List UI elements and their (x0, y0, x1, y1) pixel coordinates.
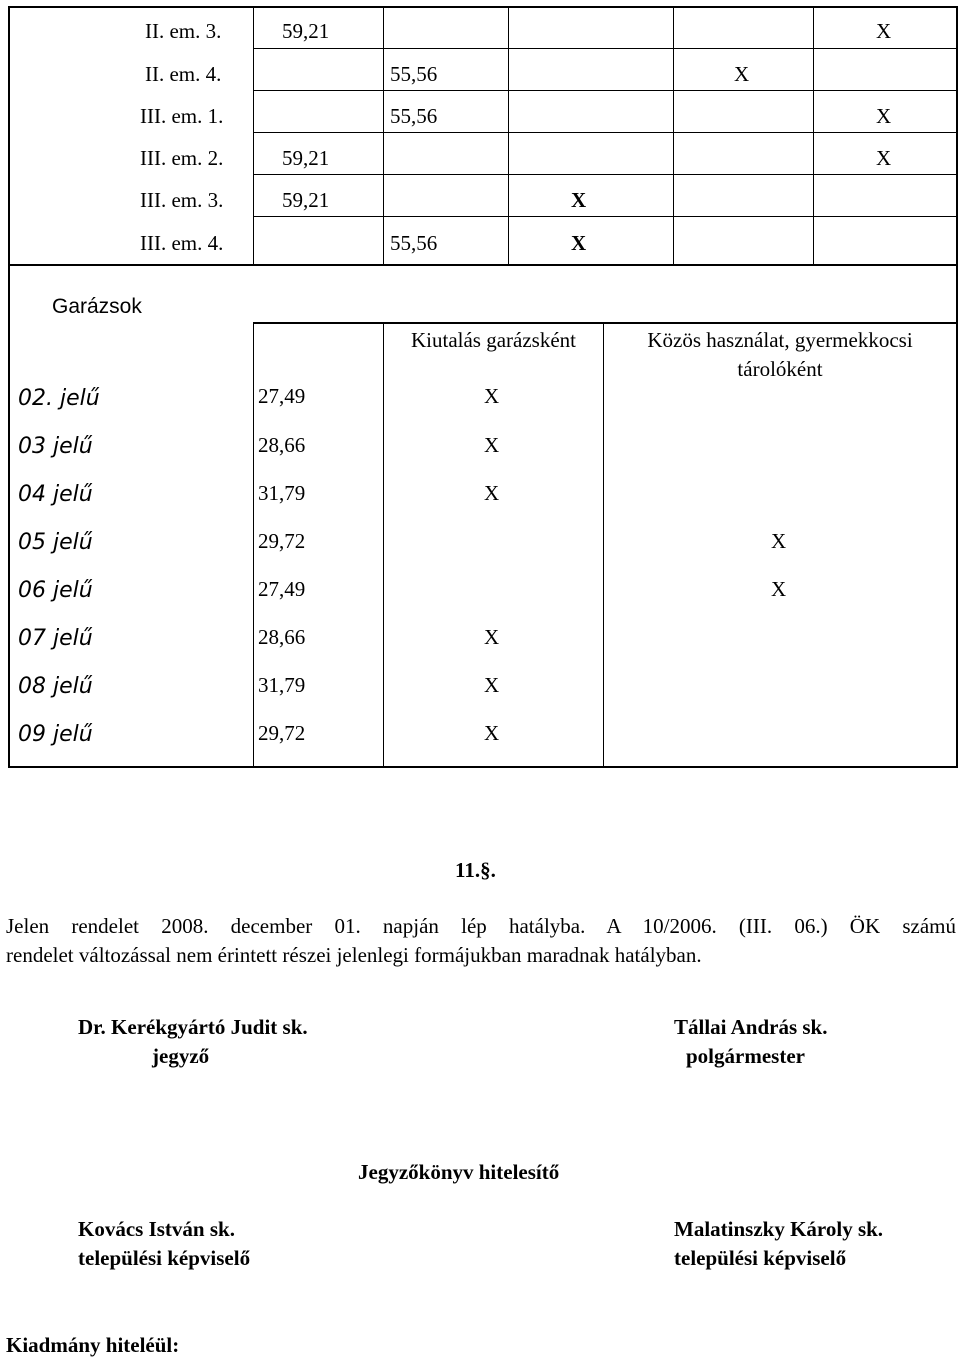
area-value: 55,56 (390, 231, 438, 255)
garages-title: Garázsok (52, 295, 142, 318)
section-number: 11.§. (455, 858, 496, 882)
mark-common: X (771, 529, 787, 553)
certifier-right-title: települési képviselő (674, 1246, 847, 1270)
garage-label: 05 jelű (18, 530, 93, 555)
unit-label: III. em. 3. (140, 188, 224, 212)
certifier-left-name: Kovács István sk. (78, 1217, 235, 1241)
mark-col-b: X (734, 62, 750, 86)
garage-label: 03 jelű (18, 434, 93, 459)
area-value: 55,56 (390, 104, 438, 128)
mark-assign: X (484, 384, 500, 408)
mark-assign: X (484, 721, 500, 745)
unit-label: III. em. 2. (140, 146, 224, 170)
garage-area: 27,49 (258, 577, 306, 601)
unit-label: III. em. 4. (140, 231, 224, 255)
signatory-left-name: Dr. Kerékgyártó Judit sk. (78, 1015, 308, 1039)
footer-note: Kiadmány hiteléül: (6, 1333, 180, 1357)
garage-area: 29,72 (258, 721, 306, 745)
mark-col-c: X (876, 19, 892, 43)
mark-assign: X (484, 673, 500, 697)
garage-label: 07 jelű (18, 626, 93, 651)
garage-area: 27,49 (258, 384, 306, 408)
garage-label: 04 jelű (18, 482, 93, 507)
area-value: 59,21 (282, 19, 330, 43)
garage-label: 08 jelű (18, 674, 93, 699)
mark-assign: X (484, 481, 500, 505)
certifier-left-title: települési képviselő (78, 1246, 251, 1270)
signatory-left-title: jegyző (152, 1044, 210, 1068)
mark-assign: X (484, 433, 500, 457)
mark-assign: X (484, 625, 500, 649)
garage-label: 09 jelű (18, 722, 93, 747)
mark-col-a: X (571, 188, 587, 212)
certifier-right-name: Malatinszky Károly sk. (674, 1217, 884, 1241)
unit-label: III. em. 1. (140, 104, 224, 128)
certification-title: Jegyzőkönyv hitelesítő (358, 1160, 560, 1184)
mark-col-c: X (876, 104, 892, 128)
section-text-line-2: rendelet változással nem érintett részei jelenlegi formájukban maradnak hatályban. (6, 943, 702, 967)
mark-common: X (771, 577, 787, 601)
header-assign: Kiutalás garázsként (410, 328, 577, 352)
area-value: 59,21 (282, 188, 330, 212)
garage-area: 28,66 (258, 433, 306, 457)
area-value: 55,56 (390, 62, 438, 86)
signatory-right-title: polgármester (686, 1044, 805, 1068)
area-value: 59,21 (282, 146, 330, 170)
header-common: Közös használat, gyermekkocsi tárolóként (647, 328, 913, 381)
signatory-right-name: Tállai András sk. (674, 1015, 828, 1039)
garage-area: 31,79 (258, 673, 306, 697)
garage-area: 31,79 (258, 481, 306, 505)
unit-label: II. em. 4. (145, 62, 222, 86)
garage-area: 29,72 (258, 529, 306, 553)
mark-col-c: X (876, 146, 892, 170)
mark-col-a: X (571, 231, 587, 255)
garage-label: 02. jelű (18, 386, 100, 411)
section-text-line-1: Jelen rendelet 2008. december 01. napján lép hatályba. A 10/2006. (III. 06.) ÖK számú (6, 914, 956, 938)
unit-label: II. em. 3. (145, 19, 222, 43)
garage-area: 28,66 (258, 625, 306, 649)
garage-label: 06 jelű (18, 578, 93, 603)
